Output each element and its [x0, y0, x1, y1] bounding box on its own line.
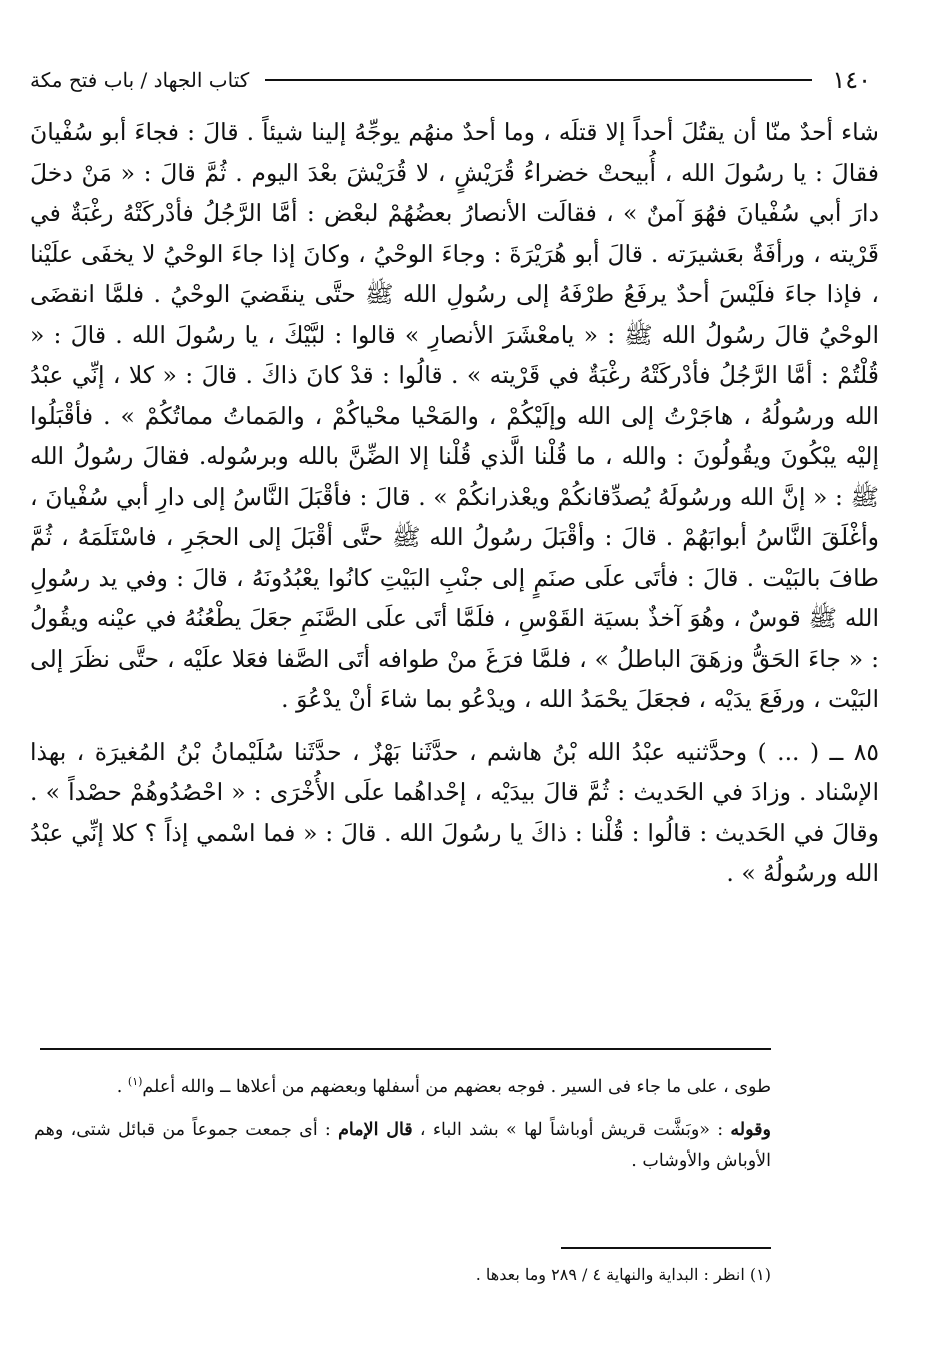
- page-number: ١٤٠: [832, 66, 871, 94]
- footnote-commentary-end: .: [116, 1076, 128, 1097]
- footnote-commentary-text: طوى ، على ما جاء فى السير . فوجه بعضهم من أسفلها وبعضهم من أعلاها ــ والله أعلم: [142, 1076, 771, 1097]
- hadith-85-paragraph: ٨٥ ــ ( ... ) وحدَّثنيه عبْدُ الله بْنُ هاشم ، حدَّثَنا بَهْزٌ ، حدَّثَنا سُلَيْمانُ بْنُ المُغيرَة ، بهذا الإسْناد . وزادَ في الحَديث : ثُمَّ قالَ بيدَيْه ، إحْداهُما علَى الأُخْرَى : « احْصُدُوهُمْ حصْداً » . وقالَ في الحَديث : قالُوا : قُلْنا : ذاكَ يا رسُولَ الله . قالَ : « فما اسْمي إذاً ؟ كلا إنِّي عبْدُ الله ورسُولُهُ » .: [30, 737, 879, 887]
- footnote-explanation-text: : أى جمعت جموعاً من قبائل شتى، وهم الأوباش والأوشاب .: [34, 1119, 771, 1171]
- hadith-paragraph: شاء أحدٌ منّا أن يقتُلَ أحداً إلا قتلَه ، وما أحدٌ منهُم يوجِّهُ إلينا شيئاً . قالَ : فجاءَ أبو سُفْيانَ فقالَ : يا رسُولَ الله ، أُبيحتْ خضراءُ قُرَيْشٍ ، لا قُرَيْشَ بعْدَ اليوم . ثُمَّ قالَ : « مَنْ دخلَ دارَ أبي سُفْيانَ فهُوَ آمنٌ » ، فقالَت الأنصارُ بعضُهُمْ لبعْض : أمَّا الرَّجُلُ فأدْركَتْهُ رغْبَةٌ في قَرْيته ، ورأفَةٌ بعَشيرَته . قالَ أبو هُرَيْرَةَ : وجاءَ الوحْيُ ، وكانَ إذا جاءَ الوحْيُ لا يخفَى علَيْنا ، فإذا جاءَ فلَيْسَ أحدٌ يرفَعُ طرْفَهُ إلى رسُولِ الله ﷺ حتَّى ينقَضيَ الوحْيُ . فلمَّا انقضَى الوحْيُ قالَ رسُولُ الله ﷺ : « يامعْشَرَ الأنصارِ » قالوا : لبَّيْكَ ، يا رسُولَ الله . قالَ : « قُلْتُمْ : أمَّا الرَّجُلُ فأدْركَتْهُ رغْبَةٌ في قَرْيته » . قالُوا : قدْ كانَ ذاكَ . قالَ : « كلا ، إنِّي عبْدُ الله ورسُولُهُ ، هاجَرْتُ إلى الله وإلَيْكُمْ ، والمَحْيا محْياكُمْ ، والمَماتُ مماتُكُمْ » . فأقْبَلُوا إليْه يبْكُونَ ويقُولُونَ : والله ، ما قُلْنا الَّذي قُلْنا إلا الضِّنَّ بالله وبرسُوله. فقالَ رسُولُ الله ﷺ : « إنَّ الله ورسُولَهُ يُصدِّقانكُمْ ويعْذرانكُمْ » . قالَ : فأقْبَلَ النَّاسُ إلى دارِ أبي سُفْيانَ ، وأغْلَقَ النَّاسُ أبوابَهُمْ . قالَ : وأقْبَلَ رسُولُ الله ﷺ حتَّى أقْبَلَ إلى الحجَرِ ، فاسْتَلَمَهُ ، ثُمَّ طافَ بالبَيْت . قالَ : فأتَى علَى صنَمٍ إلى جنْبِ البَيْتِ كانُوا يعْبُدُونَهُ ، قالَ : وفي يد رسُولِ الله ﷺ قوسٌ ، وهُوَ آخذٌ بسيَة القَوْسِ ، فلَمَّا أتَى علَى الصَّنَمِ جعَلَ يطْعُنُهُ في عيْنه ويقُولُ : « جاءَ الحَقُّ وزهَقَ الباطلُ » ، فلمَّا فرَغَ منْ طوافه أتَى الصَّفا فعَلا علَيْه ، حتَّى نظَرَ إلى البَيْت ، ورفَعَ يدَيْه ، فجعَلَ يحْمَدُ الله ، ويدْعُو بما شاءَ أنْ يدْعُوَ .: [30, 118, 879, 713]
- reference-note: (١) انظر : البداية والنهاية ٤ / ٢٨٩ وما بعدها .: [475, 1265, 771, 1284]
- main-text: [30, 112, 879, 894]
- footnote-commentary: [34, 1066, 771, 1103]
- footnote-divider: [40, 1048, 771, 1050]
- footnote-imam-label: قال الإمام: [338, 1119, 413, 1140]
- footnotes: [34, 1066, 771, 1189]
- page-header: [30, 60, 871, 100]
- footnote-quote: : «وبَشَّت قريش أوباشاً لها » بشد الباء ،: [412, 1119, 731, 1140]
- header-rule: [265, 79, 812, 81]
- footnote-lead: وقوله: [730, 1119, 771, 1140]
- running-title: كتاب الجهاد / باب فتح مكة: [30, 68, 250, 92]
- footnote-explanation: [34, 1115, 771, 1177]
- footnote-ref-marker: (١): [127, 1075, 143, 1088]
- reference-divider: [561, 1247, 771, 1249]
